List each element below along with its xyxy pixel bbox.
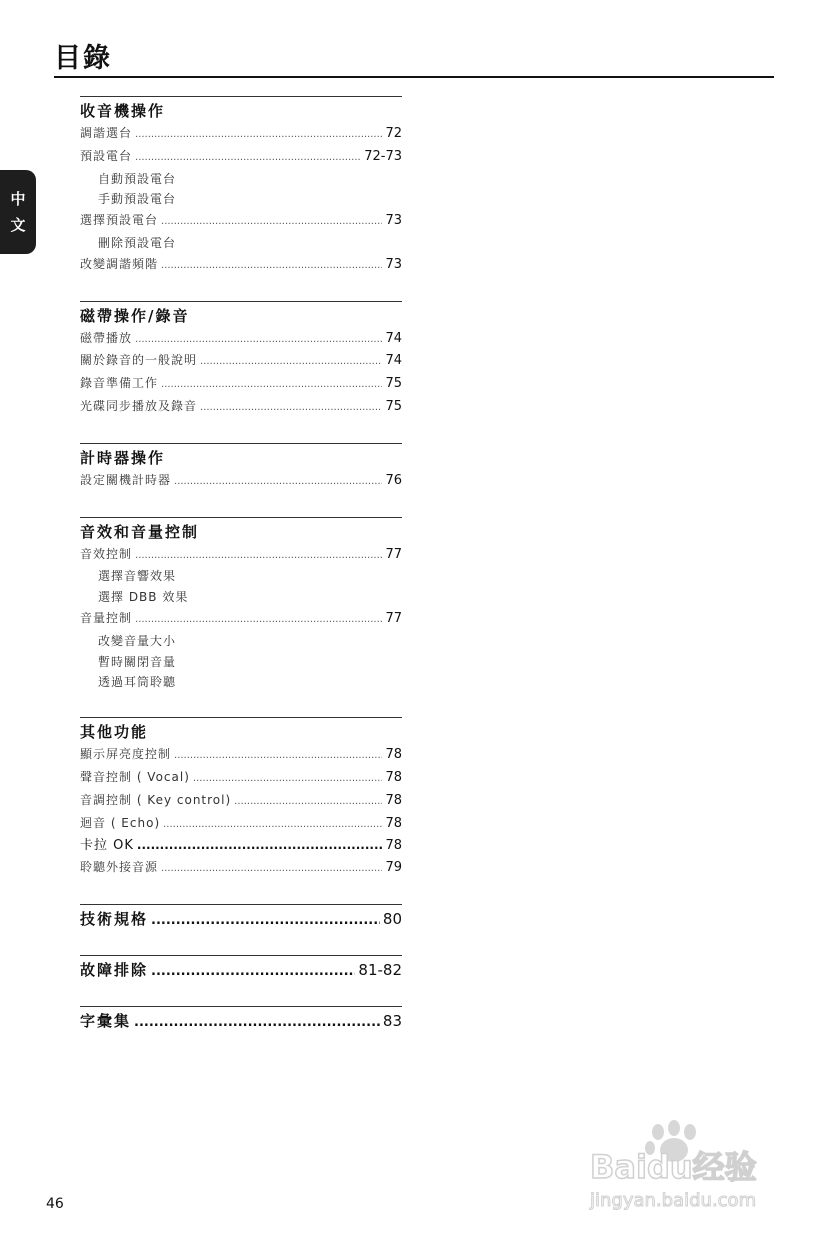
section-heading: 其他功能 — [80, 723, 149, 742]
toc-item-label: 調諧選台 — [80, 126, 133, 140]
dot-leader — [174, 472, 382, 493]
toc-item-page: 75 — [385, 398, 402, 414]
toc-item-label: 關於錄音的一般說明 — [80, 353, 198, 368]
toc-subitem — [80, 631, 402, 652]
language-tab-char-1: 中 — [10, 190, 26, 208]
dot-leader — [234, 792, 382, 813]
toc-item-page: 73 — [385, 213, 402, 229]
toc-item-label: 顯示屏亮度控制 — [80, 747, 172, 762]
toc-section — [80, 443, 402, 493]
toc-item-page: 74 — [385, 330, 402, 346]
dot-leader — [151, 909, 380, 933]
toc-item-page: 76 — [385, 472, 402, 488]
dot-leader — [134, 1011, 380, 1035]
toc-major-page: 81-82 — [358, 960, 402, 979]
toc-item — [80, 790, 402, 813]
toc-item — [80, 744, 402, 767]
dot-leader — [161, 212, 382, 233]
dot-leader — [135, 610, 382, 631]
language-tab — [0, 170, 36, 254]
toc-major-page: 83 — [382, 1011, 402, 1030]
toc-item-page: 72 — [385, 126, 402, 141]
page-title: 目錄 — [54, 43, 112, 74]
toc-item-label: 光碟同步播放及錄音 — [80, 398, 198, 413]
toc-section — [80, 717, 402, 880]
toc-item-label: 預設電台 — [80, 148, 133, 163]
toc-subitem — [80, 652, 402, 673]
toc-major-label: 字彙集 — [80, 1011, 132, 1030]
toc-item-page: 75 — [385, 376, 402, 392]
dot-leader — [161, 375, 382, 396]
toc-item — [80, 146, 402, 169]
toc-item — [80, 608, 402, 631]
toc-subitem — [80, 169, 402, 190]
toc-item-label: 改變音量大小 — [98, 633, 177, 648]
toc-item-page: 78 — [385, 769, 402, 785]
toc-item — [80, 767, 402, 790]
toc-item-page: 78 — [385, 792, 402, 808]
toc-subitem — [80, 566, 402, 587]
toc-item-page: 77 — [385, 546, 402, 562]
toc-major-label: 技術規格 — [80, 909, 149, 928]
dot-leader — [200, 352, 382, 373]
toc-item-page: 79 — [385, 860, 402, 876]
dot-leader — [135, 125, 382, 146]
toc-item-label: 音量控制 — [80, 610, 133, 625]
dot-leader — [193, 769, 383, 790]
dot-leader — [135, 330, 382, 351]
toc-item-page: 78 — [385, 747, 402, 763]
toc-item-label: 聆聽外接音源 — [80, 860, 159, 875]
section-heading: 計時器操作 — [80, 448, 166, 467]
dot-leader — [200, 398, 382, 419]
toc-item — [80, 350, 402, 373]
toc-item — [80, 470, 402, 493]
toc-item — [80, 544, 402, 567]
toc-item-page: 74 — [385, 353, 402, 369]
toc-section — [80, 96, 402, 277]
toc-item-page: 73 — [385, 256, 402, 272]
toc-item-label: 音效控制 — [80, 546, 133, 561]
toc-item — [80, 835, 402, 857]
dot-leader — [151, 960, 355, 984]
toc-item — [80, 328, 402, 351]
table-of-contents — [80, 96, 402, 1057]
language-tab-char-2: 文 — [10, 216, 26, 234]
toc-major-label: 故障排除 — [80, 960, 149, 979]
toc-section — [80, 517, 402, 694]
dot-leader — [163, 815, 382, 836]
toc-item-label: 卡拉 OK — [80, 838, 134, 854]
toc-subitem — [80, 672, 402, 693]
toc-item-label: 選擇 DBB 效果 — [98, 590, 189, 605]
toc-item — [80, 857, 402, 880]
dot-leader — [161, 859, 382, 880]
toc-item-page: 78 — [385, 815, 402, 831]
baidu-jingyan-watermark — [588, 1120, 778, 1215]
toc-item-label: 刪除預設電台 — [98, 235, 177, 250]
watermark-url-text: jingyan.baidu.com — [590, 1190, 757, 1211]
toc-item-label: 暫時關閉音量 — [98, 654, 177, 669]
toc-item-label: 透過耳筒聆聽 — [98, 675, 177, 690]
section-heading: 音效和音量控制 — [80, 522, 200, 541]
toc-subitem — [80, 233, 402, 254]
toc-item-label: 聲音控制 ( Vocal) — [80, 769, 190, 784]
toc-major-page: 80 — [382, 909, 402, 928]
toc-subitem — [80, 189, 402, 210]
dot-leader — [137, 835, 383, 856]
dot-leader — [161, 256, 382, 277]
toc-item-page: 72-73 — [364, 148, 402, 164]
dot-leader — [135, 546, 382, 567]
toc-item-label: 設定關機計時器 — [80, 472, 172, 487]
section-heading: 收音機操作 — [80, 102, 166, 120]
toc-item-label: 錄音準備工作 — [80, 376, 159, 391]
toc-item — [80, 396, 402, 419]
toc-major-item — [80, 1006, 402, 1057]
toc-item-label: 選擇預設電台 — [80, 213, 159, 228]
toc-major-item — [80, 904, 402, 955]
toc-major-item — [80, 955, 402, 1006]
toc-item-page: 77 — [385, 610, 402, 626]
toc-item — [80, 123, 402, 146]
dot-leader — [135, 148, 361, 169]
toc-item-label: 磁帶播放 — [80, 330, 133, 345]
toc-item — [80, 254, 402, 277]
watermark-logo-text: Baidu经验 — [590, 1148, 757, 1186]
toc-section — [80, 301, 402, 419]
dot-leader — [174, 746, 382, 767]
toc-item-label: 手動預設電台 — [98, 192, 177, 207]
toc-item-label: 迴音 ( Echo) — [80, 815, 161, 830]
toc-item-page: 78 — [385, 838, 402, 854]
toc-item — [80, 813, 402, 836]
toc-item-label: 自動預設電台 — [98, 171, 177, 186]
toc-subitem — [80, 587, 402, 608]
toc-item-label: 改變調諧頻階 — [80, 256, 159, 271]
toc-item-label: 音調控制 ( Key control) — [80, 792, 232, 807]
page-number: 46 — [46, 1196, 64, 1212]
toc-item — [80, 210, 402, 233]
toc-item — [80, 373, 402, 396]
toc-item-label: 選擇音響效果 — [98, 569, 177, 584]
section-heading: 磁帶操作/錄音 — [80, 306, 190, 325]
title-rule — [54, 76, 774, 78]
